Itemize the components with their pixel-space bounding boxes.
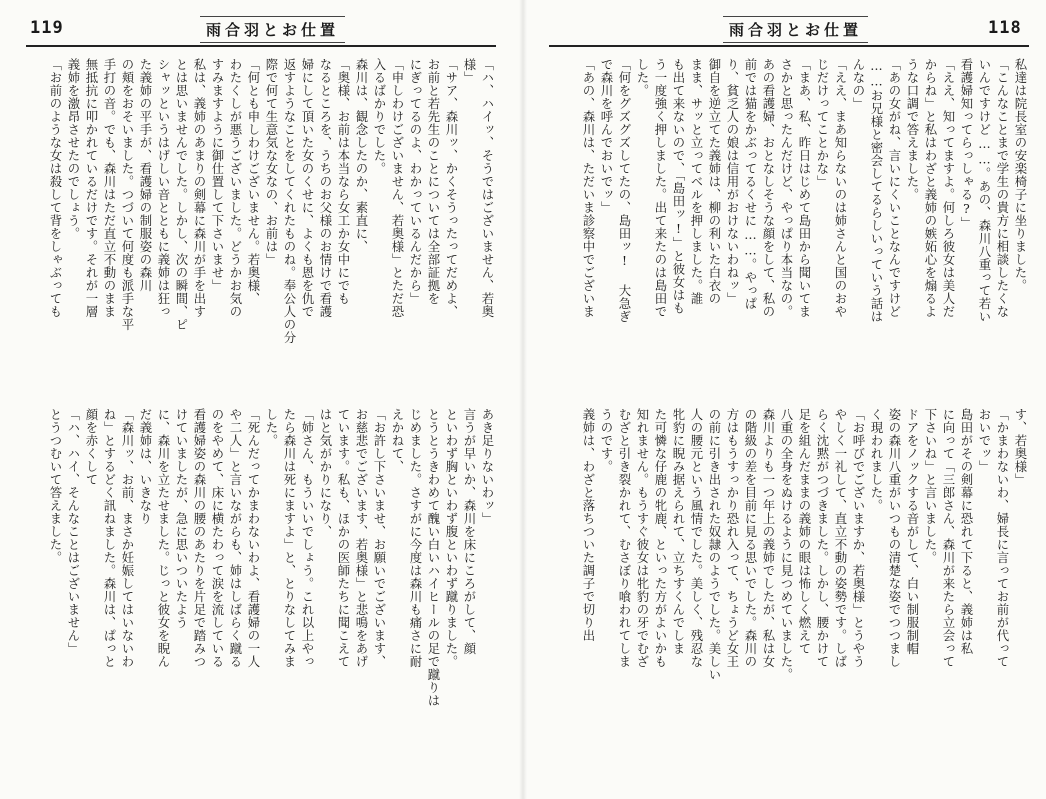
text-column: 森川よりも一つ年上の義姉でしたが、私は女 bbox=[761, 408, 776, 668]
text-column: り、貧乏人の娘は信用がおけないわねッ」 bbox=[725, 58, 740, 305]
text-column: 御自を逆立てた義姉は、柳の利いた白衣の bbox=[707, 58, 722, 305]
text-column: 看護婦知ってらっしゃる?」 bbox=[959, 58, 974, 230]
text-column: 様」 bbox=[462, 58, 477, 84]
text-column: 森川は、観念したのか、素直に、 bbox=[354, 58, 369, 253]
text-column: おいでッ」 bbox=[977, 408, 992, 473]
text-column: 義姉を激昂させたのでしょう。 bbox=[66, 58, 81, 240]
text-column: した。 bbox=[635, 58, 650, 97]
text-column: 「まあ、私、昨日はじめて島田から聞いてま bbox=[797, 58, 812, 318]
text-column: 島田がその剣幕に恐れて下ると、義姉は私 bbox=[959, 408, 974, 655]
left-bottom-tier bbox=[28, 408, 496, 776]
text-column: シャッというはげしい音とともに義姉は狂っ bbox=[156, 58, 171, 318]
text-column: 「ハ、ハイッ、そうではございません、若奥 bbox=[480, 58, 495, 318]
text-column: 「お前のような女は殺して背をしゃぶっても bbox=[48, 58, 63, 318]
text-column: えかねて、 bbox=[390, 408, 405, 473]
text-column: あき足りないわッ」 bbox=[480, 408, 495, 525]
text-column: うな口調で答えました。 bbox=[905, 58, 920, 201]
text-column: けていましたが、急に思いついたよう bbox=[174, 408, 189, 629]
header-rule-right bbox=[549, 45, 1029, 47]
text-column: なるところを、うちのお父様のお情けで看護 bbox=[318, 58, 333, 318]
text-column: 「何をグズグズしてたの、島田ッ! 大急ぎ bbox=[617, 58, 632, 324]
text-column: やしく一礼して、直立不動の姿勢です。しば bbox=[833, 408, 848, 668]
text-column: 無抵抗に叩かれているだけです。それが一層 bbox=[84, 58, 99, 318]
text-column: 「お呼びでございますか、若奥様」とうやう bbox=[851, 408, 866, 668]
text-column: も出て来ないので、「島田ッ!」と彼女はも bbox=[671, 58, 686, 315]
text-column: した。 bbox=[264, 408, 279, 447]
text-column: 「ええ、まあ知らないのは姉さんと国のおや bbox=[833, 58, 848, 318]
text-column: お慈悲でございます、若奥様」と悲鳴をあげ bbox=[354, 408, 369, 668]
page-number-left: 119 bbox=[30, 18, 64, 38]
text-column: ています。私も、ほかの医師たちに聞こえて bbox=[336, 408, 351, 668]
text-column: う一度強く押しました。出て来たのは島田で bbox=[653, 58, 668, 318]
text-column: 「お許し下さいませ、お願いでございます、 bbox=[372, 408, 387, 668]
text-column: に向って「三郎さん、森川が来たら立会って bbox=[941, 408, 956, 668]
text-column: ね」とするどく訊ねました。森川は、ぱっと bbox=[102, 408, 117, 668]
text-column: 言うが早いか、森川を床にころがして、顔 bbox=[462, 408, 477, 655]
text-column: 知れません。もうすぐ彼女は牝豹の牙でむざ bbox=[635, 408, 650, 668]
text-column: 義姉は、わざと落ちついた調子で切り出 bbox=[581, 408, 596, 642]
text-column: 「こんなことまで学生の貴方に相談したくな bbox=[995, 58, 1010, 318]
text-column: じめました。さすがに今度は森川も痛さに耐 bbox=[408, 408, 423, 668]
text-column: で森川を呼んでおいでッ」 bbox=[599, 58, 614, 214]
text-column: 姿の森川八重がいつもの清楚な姿でつつまし bbox=[887, 408, 902, 668]
text-column: 「ハ、ハイ、そんなことはございません」 bbox=[66, 408, 81, 655]
text-column: の階級の差を目前に見る思いでした。森川の bbox=[743, 408, 758, 668]
text-column: いんですけど……。あの、森川八重って若い bbox=[977, 58, 992, 324]
text-column: のをやめて、床に横たわって涙を流している bbox=[210, 408, 225, 668]
text-column: 「ええ、知ってますよ。何しろ彼女は美人だ bbox=[941, 58, 956, 318]
text-column: 際で何て生意気な女なの、お前は」 bbox=[264, 58, 279, 266]
text-column: す、若奥様」 bbox=[1013, 408, 1028, 486]
text-column: 「何とも申しわけございません。若奥様、 bbox=[246, 58, 261, 305]
header-rule-left bbox=[26, 45, 496, 47]
text-column: 八重の全身をぬけるように見つめていました。 bbox=[779, 408, 794, 681]
text-column: からね」と私はわざと義姉の嫉妬心を煽るよ bbox=[923, 58, 938, 318]
text-column: とは思いませんでした。しかし、次の瞬間、ピ bbox=[174, 58, 189, 331]
text-column: 牝豹に睨み据えられて、立ちすくんでしま bbox=[671, 408, 686, 655]
text-column: た可憐な仔鹿の牝鹿、といった方がよいかも bbox=[653, 408, 668, 668]
running-title-left: 雨合羽とお仕置 bbox=[200, 16, 345, 43]
text-column: あの看護婦、おとなしそうな顔をして、私の bbox=[761, 58, 776, 318]
text-column: 看護婦姿の森川の腰のあたりを片足で踏みつ bbox=[192, 408, 207, 668]
text-column: 足を組んだままの義姉の眼は怖しく燃えて bbox=[797, 408, 812, 655]
text-column: 婦にして頂いた女のくせに、よくも恩を仇で bbox=[300, 58, 315, 318]
text-column: 「森川ッ、お前、まさか妊娠してはいないわ bbox=[120, 408, 135, 668]
text-column: 人の腰元という風情でした。美しく、残忍な bbox=[689, 408, 704, 668]
text-column: ドアをノックする音がして、白い制服制帽 bbox=[905, 408, 920, 655]
text-column: 手打の音。でも、森川はただ直立不動のまま bbox=[102, 58, 117, 318]
text-column: 「申しわけございません、若奥様」とただ恐 bbox=[390, 58, 405, 318]
text-column: お前と若先生のことについては全部証拠を bbox=[426, 58, 441, 305]
text-column: 「かまわないわ、婦長に言ってお前が代って bbox=[995, 408, 1010, 668]
text-column: 顔を赤くして bbox=[84, 408, 99, 486]
text-column: 「死んだってかまわないわよ、看護婦の一人 bbox=[246, 408, 261, 668]
text-column: にぎってるのよ、わかっているんだから」 bbox=[408, 58, 423, 305]
text-column: 私は、義姉のあまりの剣幕に森川が手を出す bbox=[192, 58, 207, 318]
text-column: 「あの、森川は、ただいま診察中でございま bbox=[581, 58, 596, 318]
text-column: さかと思ったんだけど、やっぱり本当なの。 bbox=[779, 58, 794, 318]
text-column: 前では猫をかぶってるくせに……。やっぱ bbox=[743, 58, 758, 311]
running-title-right: 雨合羽とお仕置 bbox=[723, 16, 868, 43]
text-column: とうとうきわめて醜い白いハイヒールの足で蹴りは bbox=[426, 408, 441, 707]
text-column: く現われました。 bbox=[869, 408, 884, 512]
text-column: の頬をおそいました。つづいて何度も派手な平 bbox=[120, 58, 135, 331]
text-column: んなの」 bbox=[851, 58, 866, 110]
text-column: 返すようなことをしてくれたものね。奉公人の分 bbox=[282, 58, 297, 344]
text-column: 「サア、森川ッ、かくそうったってだめよ、 bbox=[444, 58, 459, 318]
page-number-right: 118 bbox=[988, 18, 1022, 38]
text-column: うのです。 bbox=[599, 408, 614, 473]
text-column: 入るばかりでした。 bbox=[372, 58, 387, 175]
text-column: た義姉の平手が、看護婦の制服姿の森川 bbox=[138, 58, 153, 292]
text-column: だ義姉は、いきなり bbox=[138, 408, 153, 525]
text-column: といわず胸といわず腹といわず蹴りました。 bbox=[444, 408, 459, 668]
text-column: まま、サッと立ってベルを押しました。誰 bbox=[689, 58, 704, 305]
text-column: はと気がかりになり、 bbox=[318, 408, 333, 538]
text-column: の前に引き出された奴隷のようでした。美しい bbox=[707, 408, 722, 681]
text-column: に、森川を立たせました。じっと彼女を睨ん bbox=[156, 408, 171, 668]
text-column: ……お兄様と密会してるらしいっていう話は bbox=[869, 58, 884, 324]
text-column: わたくしが悪うございました。どうかお気の bbox=[228, 58, 243, 318]
text-column: すみますように御仕置して下さいませ」 bbox=[210, 58, 225, 292]
text-column: むざと引き裂かれて、むさぼり喰われてしま bbox=[617, 408, 632, 668]
text-column: や二人」と言いながらも、姉はしばらく蹴る bbox=[228, 408, 243, 668]
text-column: 方はもうすっかり恐れ入って、ちょうど女王 bbox=[725, 408, 740, 668]
text-column: 下さいね」と言いました。 bbox=[923, 408, 938, 564]
text-column: 「姉さん、もういいでしょう。これ以上やっ bbox=[300, 408, 315, 668]
right-page bbox=[523, 0, 1046, 799]
text-column: らく沈黙がつづきました。しかし、腰かけて bbox=[815, 408, 830, 668]
right-bottom-tier bbox=[541, 408, 1029, 776]
text-column: たら森川は死にますよ」と、とりなしてみま bbox=[282, 408, 297, 668]
text-column: 「あの女がね、言いにくいことなんですけど bbox=[887, 58, 902, 318]
left-top-tier bbox=[28, 58, 496, 378]
text-column: 「奥様、お前は本当なら女工か女中にでも bbox=[336, 58, 351, 305]
right-top-tier bbox=[541, 58, 1029, 378]
text-column: 私達は院長室の安楽椅子に坐りました。 bbox=[1013, 58, 1028, 292]
text-column: とうつむいて答えました。 bbox=[48, 408, 63, 564]
text-column: じだけってことかな」 bbox=[815, 58, 830, 188]
